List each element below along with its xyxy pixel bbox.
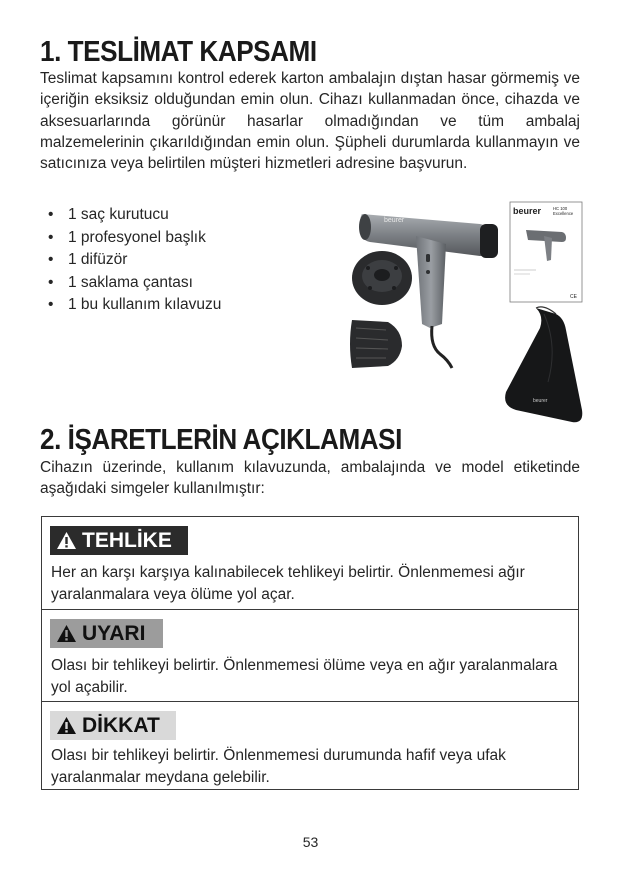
list-item [48, 204, 221, 227]
bullet-icon: • [48, 273, 54, 291]
delivery-contents-list [48, 204, 221, 317]
caution-label-text: DİKKAT [82, 713, 160, 737]
delivery-contents-illustration [330, 196, 588, 424]
signal-words-table [41, 516, 579, 790]
manual-subtitle-text: Excellence [553, 211, 574, 216]
danger-row [42, 517, 578, 609]
ce-mark-text: CE [570, 294, 577, 300]
manual-brand-text: beurer [513, 206, 542, 216]
bullet-icon: • [48, 251, 54, 268]
dryer-brand-text: beurer [384, 217, 405, 224]
bullet-icon: • [48, 296, 54, 313]
section-1-title: 1. TESLİMAT KAPSAMI [40, 36, 317, 68]
list-item-text: 1 saklama çantası [68, 273, 193, 291]
warning-triangle-icon [56, 531, 77, 550]
manual-model-text: HC 100 [553, 206, 568, 211]
list-item-text: 1 saç kurutucu [68, 206, 169, 223]
caution-description: Olası bir tehlikeyi belirtir. Önlenmemesi durumunda hafif veya ufak yaralanmalar meydana gelebilir. [51, 747, 506, 786]
danger-description: Her an karşı karşıya kalınabilecek tehlikeyi belirtir. Önlenmemesi ağır yaralanmalara veya ölüme yol açar. [51, 564, 525, 603]
warning-row [42, 609, 578, 702]
list-item [48, 249, 221, 272]
warning-label [50, 619, 163, 648]
section-1-paragraph: Teslimat kapsamını kontrol ederek karton ambalajın dıştan hasar görmemiş ve içeriğin eksiksiz olduğundan emin olun. Cihazı kullanmadan önce, cihazda ve aksesuarlarında görünür hasarlar olmadığından ve tüm ambalaj malzemelerinin çıkarıldığından emin olun. Şüpheli durumlarda kullanmayın ve satıcınıza veya belirtilen müşteri hizmetleri adresine başvurun. [40, 70, 580, 173]
bullet-icon: • [48, 228, 54, 246]
section-2-title: 2. İŞARETLERİN AÇIKLAMASI [40, 424, 402, 456]
warning-triangle-icon [56, 716, 77, 735]
storage-bag-image [505, 307, 582, 422]
list-item-text: 1 profesyonel başlık [68, 228, 206, 246]
nozzle-image [350, 320, 402, 368]
diffuser-image [352, 251, 412, 305]
bullet-icon: • [48, 206, 54, 223]
warning-triangle-icon [56, 624, 77, 643]
bag-brand-text: beurer [533, 398, 548, 404]
warning-label-text: UYARI [82, 621, 146, 645]
list-item-text: 1 bu kullanım kılavuzu [68, 296, 222, 313]
danger-label [50, 526, 188, 555]
danger-label-text: TEHLİKE [82, 528, 172, 552]
list-item [48, 294, 221, 317]
instruction-manual-image [510, 202, 582, 302]
list-item [48, 227, 221, 250]
list-item-text: 1 difüzör [68, 251, 128, 268]
page-number: 53 [302, 834, 319, 850]
caution-label [50, 711, 176, 740]
caution-row [42, 701, 578, 790]
list-item [48, 272, 221, 295]
warning-description: Olası bir tehlikeyi belirtir. Önlenmemesi ölüme veya en ağır yaralanmalara yol açabilir. [51, 657, 558, 696]
section-2-paragraph: Cihazın üzerinde, kullanım kılavuzunda, ambalajında ve model etiketinde aşağıdaki simgeler kullanılmıştır: [40, 459, 580, 498]
